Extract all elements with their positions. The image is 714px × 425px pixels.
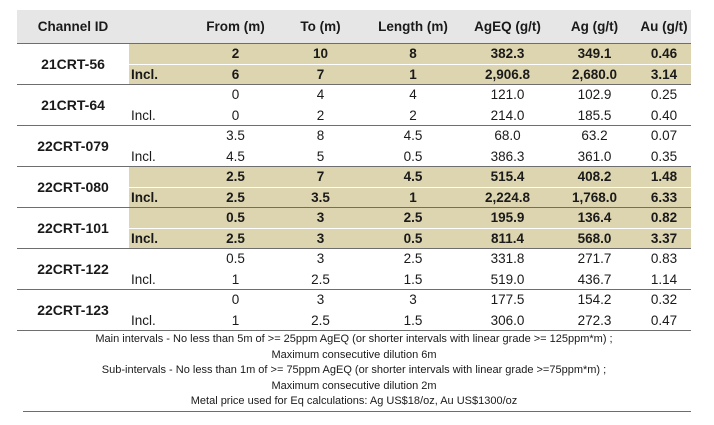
sub-interval-cell: Incl. — [129, 146, 193, 167]
ag-cell: 63.2 — [581, 128, 608, 144]
to-cell: 2.5 — [278, 269, 363, 290]
ageq-cell: 214.0 — [463, 105, 552, 126]
au-cell: 0.82 — [637, 208, 691, 229]
ageq-cell: 515.4 — [463, 167, 552, 188]
channel-id-cell: 22CRT-080 — [17, 167, 129, 208]
sub-interval-cell: Incl. — [129, 228, 193, 249]
footnote-main-intervals: Main intervals - No less than 5m of >= 25ppm AgEQ (or shorter intervals with linear grade >= 125ppm*m) ; — [95, 333, 613, 345]
au-cell: 3.37 — [637, 228, 691, 249]
table-row — [17, 126, 691, 147]
table-row — [17, 290, 691, 311]
from-cell: 2 — [193, 44, 278, 65]
length-cell: 2.5 — [403, 251, 423, 267]
ageq-cell: 195.9 — [463, 208, 552, 229]
header-from: From (m) — [193, 10, 278, 44]
au-cell: 0.32 — [650, 292, 678, 308]
channel-id-cell: 22CRT-122 — [17, 249, 129, 290]
au-cell: 1.48 — [637, 167, 691, 188]
channel-id-cell: 22CRT-123 — [17, 290, 129, 331]
assay-results-panel — [17, 10, 691, 412]
ag-cell: 185.5 — [552, 105, 637, 126]
au-cell: 1.14 — [637, 269, 691, 290]
to-cell: 4 — [316, 87, 325, 103]
ag-cell: 271.7 — [577, 251, 612, 267]
footnotes — [17, 332, 691, 410]
channel-id-cell: 22CRT-101 — [17, 208, 129, 249]
to-cell: 3.5 — [278, 187, 363, 208]
table-row — [17, 249, 691, 270]
header-channel-id: Channel ID — [17, 10, 129, 44]
header-to: To (m) — [278, 10, 363, 44]
ag-cell: 272.3 — [552, 310, 637, 331]
to-cell: 3 — [316, 251, 325, 267]
sub-interval-cell — [129, 167, 193, 188]
footnote-metal-price: Metal price used for Eq calculations: Ag US$18/oz, Au US$1300/oz — [190, 395, 518, 407]
au-cell: 0.25 — [650, 87, 678, 103]
to-cell: 3 — [316, 292, 325, 308]
to-cell: 7 — [278, 167, 363, 188]
table-body — [17, 44, 691, 331]
length-cell: 4 — [409, 87, 417, 103]
length-cell: 0.5 — [363, 228, 463, 249]
ag-cell: 408.2 — [552, 167, 637, 188]
from-cell: 6 — [193, 64, 278, 85]
to-cell: 5 — [278, 146, 363, 167]
to-cell: 7 — [278, 64, 363, 85]
footnote-sub-intervals: Sub-intervals - No less than 1m of >= 75ppm AgEQ (or shorter intervals with linear grade >=75ppm*m) ; — [101, 364, 607, 376]
ag-cell: 2,680.0 — [552, 64, 637, 85]
ageq-cell: 2,906.8 — [463, 64, 552, 85]
ag-cell: 568.0 — [552, 228, 637, 249]
footnote-main-dilution: Maximum consecutive dilution 6m — [271, 348, 437, 361]
sub-interval-cell — [129, 290, 193, 311]
ageq-cell: 519.0 — [463, 269, 552, 290]
header-au: Au (g/t) — [637, 10, 691, 44]
from-cell: 3.5 — [226, 128, 245, 144]
sub-interval-cell: Incl. — [129, 269, 193, 290]
au-cell: 6.33 — [637, 187, 691, 208]
sub-interval-cell — [129, 249, 193, 270]
length-cell: 0.5 — [363, 146, 463, 167]
table-row — [17, 208, 691, 229]
au-cell: 0.46 — [637, 44, 691, 65]
header-length: Length (m) — [363, 10, 463, 44]
header-ageq: AgEQ (g/t) — [463, 10, 552, 44]
ageq-cell: 306.0 — [463, 310, 552, 331]
header-ag: Ag (g/t) — [552, 10, 637, 44]
au-cell: 0.47 — [637, 310, 691, 331]
sub-interval-cell — [129, 44, 193, 65]
ag-cell: 102.9 — [577, 87, 612, 103]
sub-interval-cell: Incl. — [129, 64, 193, 85]
ageq-cell: 331.8 — [490, 251, 525, 267]
footnote-sub-dilution: Maximum consecutive dilution 2m — [271, 379, 437, 392]
length-cell: 2 — [363, 105, 463, 126]
from-cell: 0.5 — [193, 208, 278, 229]
length-cell: 4.5 — [363, 167, 463, 188]
sub-interval-cell: Incl. — [129, 105, 193, 126]
to-cell: 10 — [278, 44, 363, 65]
au-cell: 0.35 — [637, 146, 691, 167]
au-cell: 0.07 — [650, 128, 678, 144]
length-cell: 8 — [363, 44, 463, 65]
to-cell: 3 — [278, 228, 363, 249]
length-cell: 1.5 — [363, 310, 463, 331]
table-row — [17, 44, 691, 65]
bottom-rule — [23, 411, 691, 412]
table-row — [17, 85, 691, 106]
length-cell: 1 — [363, 187, 463, 208]
to-cell: 8 — [316, 128, 325, 144]
au-cell: 3.14 — [637, 64, 691, 85]
length-cell: 1.5 — [363, 269, 463, 290]
channel-id-cell: 21CRT-56 — [17, 44, 129, 85]
ageq-cell: 2,224.8 — [463, 187, 552, 208]
ageq-cell: 382.3 — [463, 44, 552, 65]
to-cell: 2 — [278, 105, 363, 126]
from-cell: 2.5 — [193, 228, 278, 249]
from-cell: 2.5 — [193, 167, 278, 188]
from-cell: 4.5 — [193, 146, 278, 167]
ageq-cell: 811.4 — [463, 228, 552, 249]
sub-interval-cell — [129, 208, 193, 229]
sub-interval-cell: Incl. — [129, 187, 193, 208]
ag-cell: 349.1 — [552, 44, 637, 65]
channel-assay-table — [17, 10, 691, 331]
sub-interval-cell: Incl. — [129, 310, 193, 331]
from-cell: 1 — [193, 269, 278, 290]
to-cell: 2.5 — [278, 310, 363, 331]
from-cell: 0.5 — [226, 251, 245, 267]
from-cell: 0 — [231, 87, 240, 103]
from-cell: 1 — [193, 310, 278, 331]
from-cell: 0 — [193, 105, 278, 126]
au-cell: 0.83 — [650, 251, 678, 267]
to-cell: 3 — [278, 208, 363, 229]
ageq-cell: 121.0 — [490, 87, 525, 103]
length-cell: 1 — [363, 64, 463, 85]
ag-cell: 154.2 — [577, 292, 612, 308]
ageq-cell: 177.5 — [490, 292, 525, 308]
channel-id-cell: 21CRT-64 — [17, 85, 129, 126]
au-cell: 0.40 — [637, 105, 691, 126]
sub-interval-cell — [129, 85, 193, 106]
ag-cell: 1,768.0 — [552, 187, 637, 208]
table-header-row — [17, 10, 691, 44]
ageq-cell: 386.3 — [463, 146, 552, 167]
ageq-cell: 68.0 — [494, 128, 521, 144]
length-cell: 2.5 — [363, 208, 463, 229]
table-row — [17, 167, 691, 188]
ag-cell: 361.0 — [552, 146, 637, 167]
sub-interval-cell — [129, 126, 193, 147]
length-cell: 4.5 — [403, 128, 423, 144]
ag-cell: 436.7 — [552, 269, 637, 290]
length-cell: 3 — [409, 292, 417, 308]
ag-cell: 136.4 — [552, 208, 637, 229]
from-cell: 2.5 — [193, 187, 278, 208]
from-cell: 0 — [231, 292, 240, 308]
channel-id-cell: 22CRT-079 — [17, 126, 129, 167]
header-sub-interval — [129, 10, 193, 44]
